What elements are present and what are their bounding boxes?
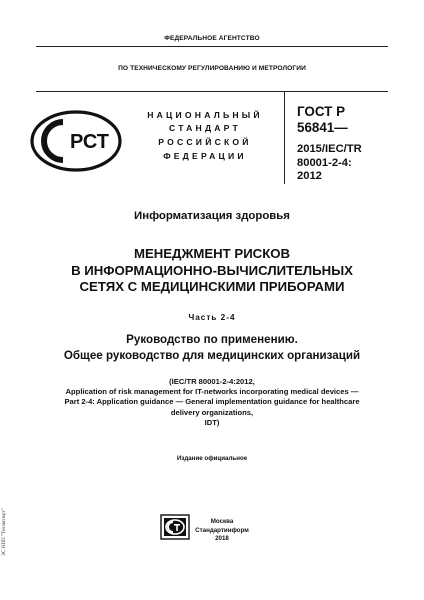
gost-designation-iec: [297, 143, 362, 184]
side-watermark-note: ЭС НПП "Техэксперт": [2, 508, 7, 556]
gost-designation-line-2: 80001-2-4:: [297, 156, 352, 169]
iec-reference-line-5: IDT): [204, 417, 220, 427]
edition-note: Издание официальное: [176, 455, 248, 462]
publisher-year: 2018: [215, 535, 229, 542]
gost-label: ГОСТ Р: [297, 104, 345, 119]
national-standard-line-1: НАЦИОНАЛЬНЫЙ: [147, 110, 263, 120]
gost-designation: [297, 104, 348, 136]
iec-reference: [0, 377, 424, 428]
header-rule-bottom: [36, 91, 388, 92]
iec-reference-line-3: Part 2-4: Application guidance — General implementation guidance for healthcare: [64, 397, 360, 407]
gost-r-emblem-icon: [30, 110, 122, 172]
standartinform-logo-icon: [160, 514, 190, 540]
publisher-name: Стандартинформ: [195, 526, 249, 534]
iec-reference-line-1: (IEC/TR 80001-2-4:2012,: [169, 377, 255, 386]
document-title-line-1: МЕНЕДЖМЕНТ РИСКОВ: [133, 246, 291, 261]
document-title: [0, 246, 424, 296]
document-subtitle-line-2: Общее руководство для медицинских организаций: [63, 348, 361, 362]
document-title-line-2: В ИНФОРМАЦИОННО-ВЫЧИСЛИТЕЛЬНЫХ: [71, 262, 353, 278]
document-title-line-3: СЕТЯХ С МЕДИЦИНСКИМИ ПРИБОРАМИ: [79, 279, 345, 294]
national-standard-line-2: СТАНДАРТ: [169, 123, 241, 133]
agency-line-2: ПО ТЕХНИЧЕСКОМУ РЕГУЛИРОВАНИЮ И МЕТРОЛОГИИ: [118, 65, 306, 72]
agency-line-1: ФЕДЕРАЛЬНОЕ АГЕНТСТВО: [164, 35, 260, 42]
document-subtitle-line-1: Руководство по применению.: [126, 333, 298, 346]
part-number: Часть 2-4: [188, 313, 236, 322]
gost-designation-line-3: 2012: [297, 170, 322, 183]
header-divider: [284, 92, 285, 184]
iec-reference-line-4: delivery organizations,: [170, 407, 254, 417]
header-rule-top: [36, 46, 388, 47]
national-standard-line-3: РОССИЙСКОЙ: [158, 137, 252, 147]
iec-reference-line-2: Application of risk management for IT-networks incorporating medical devices —: [65, 387, 359, 397]
publisher-block: [192, 518, 252, 544]
document-subtitle: [0, 332, 424, 363]
gost-r-emblem-letters: РСТ: [70, 131, 110, 153]
gost-designation-line-1: 2015/IEC/TR: [297, 143, 362, 155]
gost-number: 56841—: [297, 120, 348, 135]
publisher-city: Москва: [210, 518, 234, 525]
national-standard-line-4: ФЕДЕРАЦИИ: [163, 151, 247, 161]
series-title: Информатизация здоровья: [134, 210, 290, 222]
